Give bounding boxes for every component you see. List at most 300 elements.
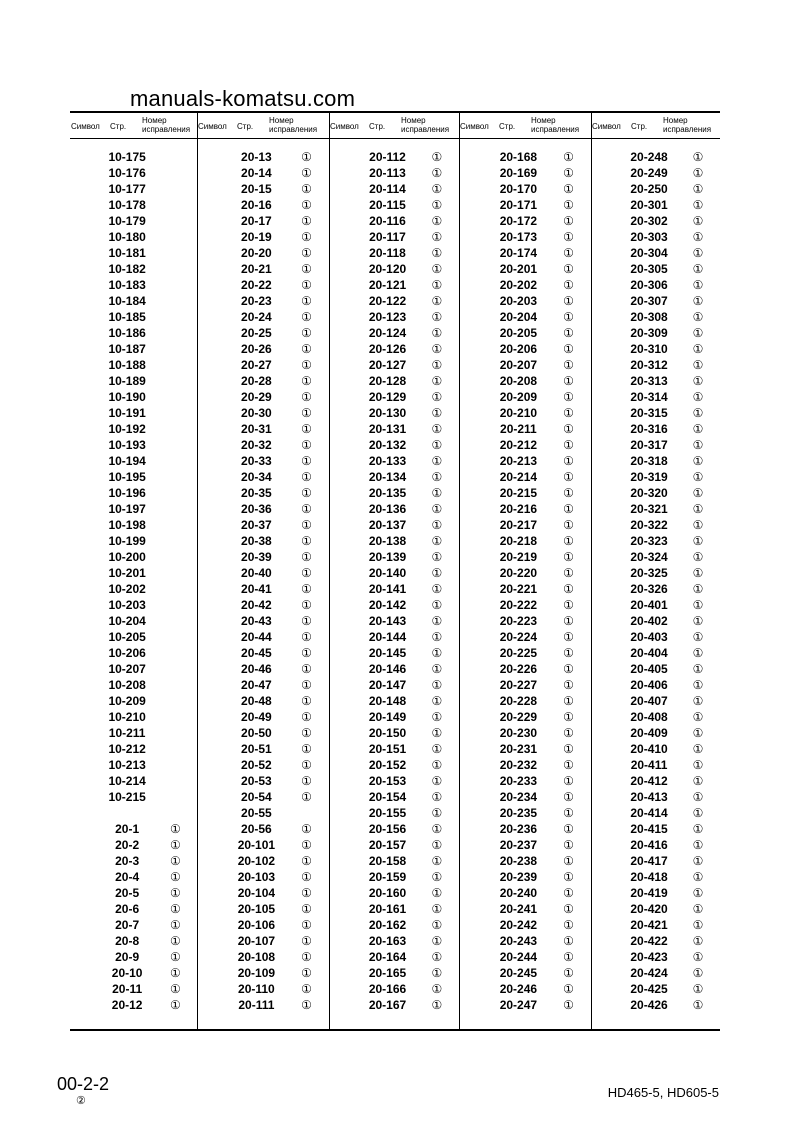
revision-mark: ① xyxy=(692,630,704,644)
page-symbol: 20-249 xyxy=(630,166,668,180)
revision-mark: ① xyxy=(563,838,574,852)
table-row xyxy=(459,853,591,869)
page-symbol: 20-247 xyxy=(499,998,538,1012)
table-row xyxy=(591,901,720,917)
table-row xyxy=(70,869,197,885)
table-row xyxy=(459,501,591,517)
revision-mark: ① xyxy=(431,726,443,740)
page-symbol: 20-38 xyxy=(241,534,272,548)
revision-mark: ① xyxy=(301,886,312,900)
page-symbol: 20-19 xyxy=(241,230,272,244)
page-symbol: 20-244 xyxy=(499,950,538,964)
page-symbol: 20-324 xyxy=(630,550,668,564)
page-symbol: 20-204 xyxy=(499,310,538,324)
page-symbol: 10-207 xyxy=(108,662,146,676)
table-row xyxy=(459,181,591,197)
revision-mark: ① xyxy=(301,150,312,164)
page-symbol: 20-145 xyxy=(368,646,407,660)
page-symbol: 20-241 xyxy=(499,902,538,916)
table-row xyxy=(329,933,459,949)
revision-mark: ① xyxy=(170,870,181,884)
revision-mark: ① xyxy=(431,454,443,468)
page-symbol: 20-2 xyxy=(115,838,140,852)
page-symbol: 20-159 xyxy=(368,870,407,884)
revision-mark: ① xyxy=(431,422,443,436)
table-column xyxy=(591,149,720,1013)
header-revision: Номер исправления xyxy=(401,116,450,134)
table-row xyxy=(459,837,591,853)
table-row xyxy=(70,901,197,917)
table-row xyxy=(197,565,329,581)
table-row xyxy=(459,805,591,821)
page-symbol: 10-202 xyxy=(108,582,146,596)
table-row xyxy=(197,773,329,789)
table-row xyxy=(459,997,591,1013)
table-row xyxy=(459,405,591,421)
revision-mark: ① xyxy=(301,758,312,772)
page-symbol: 20-239 xyxy=(499,870,538,884)
page-symbol: 20-25 xyxy=(241,326,272,340)
table-row xyxy=(70,181,197,197)
table-row xyxy=(197,741,329,757)
table-row xyxy=(70,581,197,597)
table-row xyxy=(329,885,459,901)
revision-mark: ① xyxy=(563,150,574,164)
table-row xyxy=(459,613,591,629)
revision-mark: ① xyxy=(563,918,574,932)
table-row xyxy=(329,741,459,757)
table-row xyxy=(70,629,197,645)
page-symbol: 20-4 xyxy=(115,870,140,884)
table-row xyxy=(197,213,329,229)
page-symbol: 20-140 xyxy=(368,566,407,580)
table-row xyxy=(197,677,329,693)
revision-mark: ① xyxy=(692,646,704,660)
table-row xyxy=(329,437,459,453)
model-names: HD465-5, HD605-5 xyxy=(607,1085,719,1100)
page-symbol: 20-47 xyxy=(241,678,272,692)
revision-mark: ① xyxy=(563,758,574,772)
table-row xyxy=(591,661,720,677)
revision-mark: ① xyxy=(431,646,443,660)
revision-mark: ① xyxy=(563,886,574,900)
page-symbol: 20-155 xyxy=(368,806,407,820)
table-row xyxy=(70,405,197,421)
page-symbol: 20-103 xyxy=(237,870,276,884)
revision-mark: ① xyxy=(301,902,312,916)
page-symbol: 20-203 xyxy=(499,294,538,308)
revision-mark: ① xyxy=(563,262,574,276)
table-row xyxy=(197,421,329,437)
page-symbol: 20-3 xyxy=(115,854,140,868)
table-row xyxy=(329,613,459,629)
page-symbol: 20-46 xyxy=(241,662,272,676)
table-row xyxy=(591,357,720,373)
revision-mark: ① xyxy=(301,710,312,724)
table-row xyxy=(70,245,197,261)
revision-mark: ① xyxy=(692,662,704,676)
table-row xyxy=(70,645,197,661)
page-symbol: 20-310 xyxy=(630,342,668,356)
page-symbol: 20-317 xyxy=(630,438,668,452)
header-rule xyxy=(70,138,720,139)
page-symbol: 20-313 xyxy=(630,374,668,388)
revision-mark: ① xyxy=(431,630,443,644)
page-symbol: 20-238 xyxy=(499,854,538,868)
page-symbol: 20-26 xyxy=(241,342,272,356)
table-row xyxy=(459,645,591,661)
table-row xyxy=(70,821,197,837)
page-symbol: 20-306 xyxy=(630,278,668,292)
page-symbol: 20-109 xyxy=(237,966,276,980)
page-symbol: 20-250 xyxy=(630,182,668,196)
table-row xyxy=(459,421,591,437)
page-symbol: 20-402 xyxy=(630,614,668,628)
table-row xyxy=(591,453,720,469)
header-page: Стр. xyxy=(237,122,254,131)
table-row xyxy=(591,677,720,693)
revision-mark: ① xyxy=(692,694,704,708)
revision-mark: ① xyxy=(692,918,704,932)
revision-mark: ① xyxy=(563,998,574,1012)
revision-mark: ① xyxy=(170,934,181,948)
page-symbol: 20-205 xyxy=(499,326,538,340)
page-symbol: 20-234 xyxy=(499,790,538,804)
table-row xyxy=(70,997,197,1013)
table-row xyxy=(591,741,720,757)
page-symbol: 20-426 xyxy=(630,998,668,1012)
revision-mark: ① xyxy=(170,982,181,996)
table-row xyxy=(591,549,720,565)
table-row xyxy=(459,533,591,549)
table-row xyxy=(70,885,197,901)
table-row xyxy=(197,229,329,245)
table-row xyxy=(70,805,197,821)
page-symbol: 20-152 xyxy=(368,758,407,772)
table-row xyxy=(70,549,197,565)
revision-mark: ① xyxy=(301,774,312,788)
table-row xyxy=(459,149,591,165)
page-symbol: 10-214 xyxy=(108,774,146,788)
page-symbol: 10-177 xyxy=(108,182,146,196)
revision-mark: ① xyxy=(431,838,443,852)
revision-mark: ① xyxy=(170,918,181,932)
table-row xyxy=(591,533,720,549)
revision-mark: ① xyxy=(301,326,312,340)
revision-mark: ① xyxy=(301,390,312,404)
table-row xyxy=(459,789,591,805)
table-row xyxy=(459,549,591,565)
table-row xyxy=(197,725,329,741)
revision-mark: ① xyxy=(692,598,704,612)
revision-mark: ① xyxy=(431,550,443,564)
revision-mark: ① xyxy=(301,310,312,324)
page-symbol: 20-221 xyxy=(499,582,538,596)
page-symbol: 20-11 xyxy=(112,982,143,996)
page-symbol: 20-235 xyxy=(499,806,538,820)
table-row xyxy=(70,677,197,693)
table-row xyxy=(197,149,329,165)
revision-mark: ① xyxy=(563,326,574,340)
table-row xyxy=(591,165,720,181)
table-row xyxy=(197,325,329,341)
revision-mark: ① xyxy=(563,646,574,660)
revision-mark: ① xyxy=(563,870,574,884)
revision-mark: ① xyxy=(563,934,574,948)
revision-mark: ① xyxy=(170,838,181,852)
header-revision: Номер исправления xyxy=(663,116,712,134)
page-symbol: 20-34 xyxy=(241,470,272,484)
table-row xyxy=(70,613,197,629)
table-row xyxy=(70,789,197,805)
revision-mark: ① xyxy=(692,774,704,788)
page-symbol: 10-191 xyxy=(108,406,146,420)
revision-mark: ① xyxy=(563,790,574,804)
page-symbol: 20-210 xyxy=(499,406,538,420)
page-symbol: 20-206 xyxy=(499,342,538,356)
table-row xyxy=(591,629,720,645)
page-symbol: 20-425 xyxy=(630,982,668,996)
revision-mark: ① xyxy=(692,550,704,564)
table-row xyxy=(459,213,591,229)
page-symbol: 20-149 xyxy=(368,710,407,724)
table-row xyxy=(459,309,591,325)
page-symbol: 10-210 xyxy=(108,710,146,724)
table-row xyxy=(591,389,720,405)
page-symbol: 10-206 xyxy=(108,646,146,660)
table-row xyxy=(70,437,197,453)
revision-mark: ① xyxy=(563,742,574,756)
page-symbol: 20-20 xyxy=(241,246,272,260)
table-row xyxy=(459,389,591,405)
revision-mark: ① xyxy=(563,710,574,724)
table-row xyxy=(329,501,459,517)
revision-mark: ① xyxy=(692,214,704,228)
revision-mark: ① xyxy=(301,614,312,628)
page-symbol: 20-419 xyxy=(630,886,668,900)
page-symbol: 20-326 xyxy=(630,582,668,596)
page-symbol: 10-205 xyxy=(108,630,146,644)
revision-mark: ① xyxy=(563,438,574,452)
revision-mark: ① xyxy=(431,374,443,388)
table-row xyxy=(591,997,720,1013)
revision-mark: ① xyxy=(301,822,312,836)
revision-mark: ① xyxy=(431,566,443,580)
page-symbol: 10-196 xyxy=(108,486,146,500)
page-symbol: 20-173 xyxy=(499,230,538,244)
page-symbol: 20-401 xyxy=(630,598,668,612)
revision-mark: ① xyxy=(301,534,312,548)
revision-mark: ① xyxy=(431,246,443,260)
page-symbol: 20-407 xyxy=(630,694,668,708)
table-row xyxy=(459,469,591,485)
revision-mark: ① xyxy=(692,982,704,996)
table-row xyxy=(459,277,591,293)
table-row xyxy=(591,965,720,981)
revision-mark: ① xyxy=(692,150,704,164)
revision-mark: ① xyxy=(301,166,312,180)
revision-mark: ① xyxy=(692,198,704,212)
page-symbol: 20-126 xyxy=(368,342,407,356)
table-row xyxy=(591,949,720,965)
table-row xyxy=(70,165,197,181)
page-symbol: 20-172 xyxy=(499,214,538,228)
table-row xyxy=(591,293,720,309)
page-symbol: 20-404 xyxy=(630,646,668,660)
table-row xyxy=(329,405,459,421)
revision-mark: ① xyxy=(692,406,704,420)
page-symbol: 20-157 xyxy=(368,838,407,852)
table-row xyxy=(70,453,197,469)
page-symbol: 20-129 xyxy=(368,390,407,404)
page-symbol: 20-132 xyxy=(368,438,407,452)
table-row xyxy=(329,309,459,325)
table-row xyxy=(197,949,329,965)
page-symbol: 20-102 xyxy=(237,854,276,868)
page-symbol: 20-27 xyxy=(241,358,272,372)
table-row xyxy=(197,901,329,917)
table-row xyxy=(459,677,591,693)
page-symbol: 20-51 xyxy=(241,742,272,756)
page-symbol: 20-131 xyxy=(368,422,407,436)
revision-mark: ① xyxy=(692,230,704,244)
page-symbol: 20-209 xyxy=(499,390,538,404)
table-row xyxy=(329,965,459,981)
table-row xyxy=(591,325,720,341)
revision-mark: ① xyxy=(692,246,704,260)
table-row xyxy=(70,373,197,389)
table-row xyxy=(70,293,197,309)
revision-mark: ① xyxy=(301,790,312,804)
revision-mark: ① xyxy=(692,326,704,340)
revision-mark: ① xyxy=(563,598,574,612)
table-row xyxy=(459,229,591,245)
revision-mark: ① xyxy=(563,966,574,980)
table-row xyxy=(591,485,720,501)
page-symbol: 20-414 xyxy=(630,806,668,820)
page-symbol: 20-120 xyxy=(368,262,407,276)
revision-mark: ① xyxy=(431,518,443,532)
table-row xyxy=(591,837,720,853)
page-symbol: 20-112 xyxy=(369,150,406,164)
revision-mark: ① xyxy=(563,422,574,436)
table-row xyxy=(329,245,459,261)
table-row xyxy=(591,933,720,949)
revision-mark: ① xyxy=(301,438,312,452)
revision-mark: ① xyxy=(431,166,443,180)
page-symbol: 10-197 xyxy=(108,502,146,516)
page-symbol: 20-245 xyxy=(499,966,538,980)
revision-mark: ① xyxy=(692,358,704,372)
table-row xyxy=(591,213,720,229)
table-row xyxy=(459,453,591,469)
page-symbol: 20-243 xyxy=(499,934,538,948)
table-row xyxy=(197,309,329,325)
revision-mark: ① xyxy=(170,886,181,900)
page-symbol: 20-130 xyxy=(368,406,407,420)
page-symbol: 20-121 xyxy=(368,278,407,292)
revision-mark: ① xyxy=(563,614,574,628)
table-row xyxy=(591,149,720,165)
page-symbol: 20-202 xyxy=(499,278,538,292)
header-symbol: Символ xyxy=(71,122,100,131)
page-symbol: 20-325 xyxy=(630,566,668,580)
revision-mark: ① xyxy=(692,614,704,628)
page-symbol: 10-187 xyxy=(108,342,146,356)
page-symbol: 20-302 xyxy=(630,214,668,228)
revision-mark: ① xyxy=(301,598,312,612)
page-symbol: 20-40 xyxy=(241,566,272,580)
revision-mark: ① xyxy=(563,950,574,964)
table-row xyxy=(197,549,329,565)
page-symbol: 20-171 xyxy=(499,198,538,212)
page-symbol: 20-117 xyxy=(369,230,406,244)
table-row xyxy=(70,725,197,741)
table-row xyxy=(197,389,329,405)
revision-mark: ① xyxy=(431,470,443,484)
revision-mark: ① xyxy=(563,358,574,372)
page-symbol: 20-52 xyxy=(241,758,272,772)
table-row xyxy=(459,949,591,965)
table-row xyxy=(591,869,720,885)
table-row xyxy=(197,645,329,661)
revision-mark: ① xyxy=(431,662,443,676)
page-symbol: 20-37 xyxy=(241,518,272,532)
revision-mark: ① xyxy=(431,886,443,900)
revision-mark: ① xyxy=(301,470,312,484)
table-row xyxy=(591,181,720,197)
revision-mark: ① xyxy=(563,806,574,820)
page-symbol: 20-150 xyxy=(368,726,407,740)
revision-mark: ① xyxy=(563,982,574,996)
revision-mark: ① xyxy=(692,518,704,532)
page-symbol: 20-318 xyxy=(630,454,668,468)
revision-mark: ① xyxy=(692,262,704,276)
table-row xyxy=(70,533,197,549)
table-row xyxy=(329,421,459,437)
table-row xyxy=(197,405,329,421)
page-symbol: 20-246 xyxy=(499,982,538,996)
table-row xyxy=(329,661,459,677)
revision-mark: ① xyxy=(563,182,574,196)
table-row xyxy=(329,917,459,933)
page-symbol: 20-123 xyxy=(368,310,407,324)
revision-mark: ① xyxy=(692,790,704,804)
revision-mark: ① xyxy=(431,502,443,516)
table-row xyxy=(591,277,720,293)
revision-mark: ① xyxy=(431,822,443,836)
revision-mark: ① xyxy=(692,486,704,500)
table-row xyxy=(459,293,591,309)
table-row xyxy=(329,981,459,997)
page-symbol: 20-48 xyxy=(241,694,272,708)
table-row xyxy=(591,597,720,613)
table-row xyxy=(591,517,720,533)
page-symbol: 20-301 xyxy=(630,198,668,212)
table-row xyxy=(459,373,591,389)
page-symbol: 20-304 xyxy=(630,246,668,260)
page-symbol: 20-223 xyxy=(499,614,538,628)
page-symbol: 20-43 xyxy=(241,614,272,628)
table-row xyxy=(197,373,329,389)
page-symbol: 20-116 xyxy=(369,214,406,228)
table-row xyxy=(70,261,197,277)
revision-mark: ① xyxy=(692,390,704,404)
revision-mark: ① xyxy=(431,214,443,228)
table-row xyxy=(329,469,459,485)
page-symbol: 20-138 xyxy=(368,534,407,548)
page-symbol: 20-170 xyxy=(499,182,538,196)
